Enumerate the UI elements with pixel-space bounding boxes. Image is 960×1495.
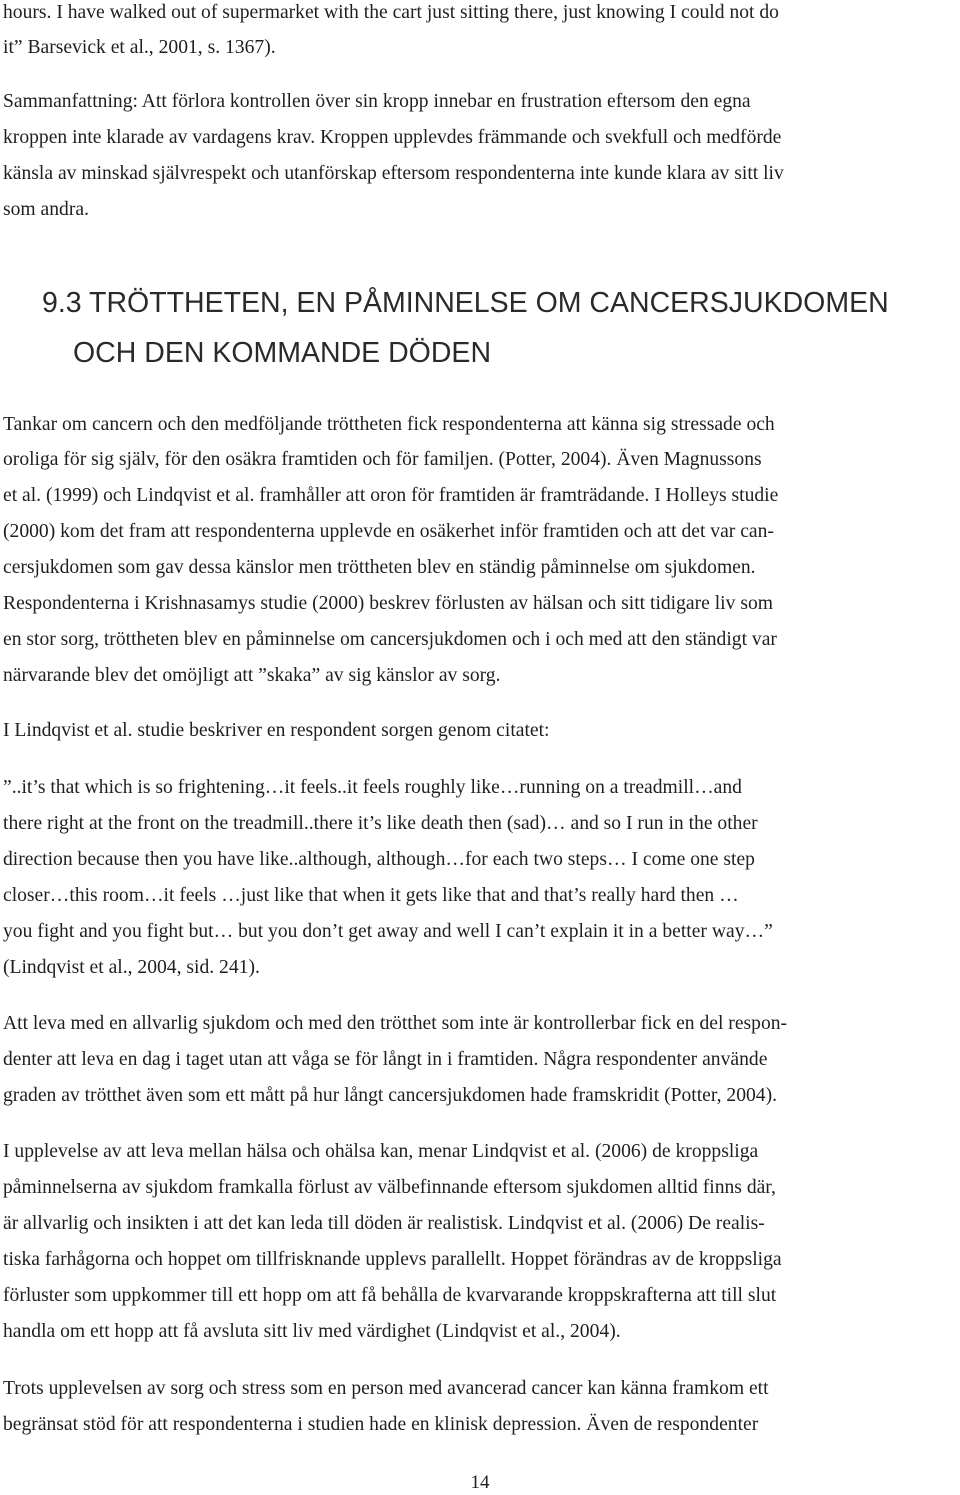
section-title-line1: TRÖTTHETEN, EN PÅMINNELSE OM CANCERSJUKDOMEN [89, 287, 889, 319]
quote-line: you fight and you fight but… but you don’t get away and well I can’t explain it in a better way…” [3, 921, 773, 942]
text-line: begränsat stöd för att respondenterna i studien hade en klinisk depression. Även de respondenter [3, 1414, 759, 1435]
text-line: är allvarlig och insikten i att det kan leda till döden är realistisk. Lindqvist et al. (2006) De realis- [3, 1213, 765, 1234]
page-number: 14 [470, 1472, 490, 1493]
section-title-line2: OCH DEN KOMMANDE DÖDEN [73, 337, 492, 369]
text-line: känsla av minskad självrespekt och utanförskap eftersom respondenterna inte kunde klara av sitt liv [3, 163, 784, 184]
text-line: Tankar om cancern och den medföljande tröttheten fick respondenterna att känna sig stressade och [3, 414, 775, 435]
text-line: tiska farhågorna och hoppet om tillfrisknande upplevs parallellt. Hoppet förändras av de kroppsliga [3, 1249, 782, 1270]
text-line: Att leva med en allvarlig sjukdom och med den trötthet som inte är kontrollerbar fick en del respon- [3, 1013, 788, 1034]
quote-line: there right at the front on the treadmill..there it’s like death then (sad)… and so I run in the other [3, 813, 758, 834]
text-line: denter att leva en dag i taget utan att våga se för långt in i framtiden. Några respondenter använde [3, 1049, 768, 1070]
text-line: I Lindqvist et al. studie beskriver en respondent sorgen genom citatet: [3, 720, 550, 741]
text-line: närvarande blev det omöjligt att ”skaka” av sig känslor av sorg. [3, 665, 501, 686]
text-line: påminnelserna av sjukdom framkalla förlust av välbefinnande eftersom sjukdomen alltid finns där, [3, 1177, 776, 1198]
text-line: (2000) kom det fram att respondenterna upplevde en osäkerhet inför framtiden och att det var can- [3, 521, 774, 542]
quote-line: direction because then you have like..although, although…for each two steps… I come one step [3, 849, 755, 870]
quote-line: closer…this room…it feels …just like that when it gets like that and that’s really hard then … [3, 885, 739, 906]
text-line: Respondenterna i Krishnasamys studie (2000) beskrev förlusten av hälsan och sitt tidigare liv som [3, 593, 773, 614]
quote-line: (Lindqvist et al., 2004, sid. 241). [3, 957, 260, 978]
text-line: et al. (1999) och Lindqvist et al. framhåller att oron för framtiden är framträdande. I Holleys studie [3, 485, 779, 506]
text-line: som andra. [3, 199, 89, 220]
text-line: kroppen inte klarade av vardagens krav. Kroppen upplevdes främmande och svekfull och medförde [3, 127, 782, 148]
text-line: hours. I have walked out of supermarket with the cart just sitting there, just knowing I could not do [3, 2, 779, 23]
quote-line: ”..it’s that which is so frightening…it feels..it feels roughly like…running on a treadmill…and [3, 777, 742, 798]
text-line: it” Barsevick et al., 2001, s. 1367). [3, 37, 276, 58]
text-line: handla om ett hopp att få avsluta sitt liv med värdighet (Lindqvist et al., 2004). [3, 1321, 621, 1342]
text-line: cersjukdomen som gav dessa känslor men tröttheten blev en ständig påminnelse om sjukdomen. [3, 557, 756, 578]
text-line: I upplevelse av att leva mellan hälsa och ohälsa kan, menar Lindqvist et al. (2006) de kroppsliga [3, 1141, 759, 1162]
section-number: 9.3 [42, 287, 82, 319]
text-line: oroliga för sig själv, för den osäkra framtiden och för familjen. (Potter, 2004). Även Magnussons [3, 449, 762, 470]
text-line: graden av trötthet även som ett mått på hur långt cancersjukdomen hade framskridit (Potter, 2004). [3, 1085, 778, 1106]
text-line: förluster som uppkommer till ett hopp om att få behålla de kvarvarande kroppskrafterna att till slut [3, 1285, 777, 1306]
text-line: en stor sorg, tröttheten blev en påminnelse om cancersjukdomen och i och med att den ständigt var [3, 629, 777, 650]
text-line: Trots upplevelsen av sorg och stress som en person med avancerad cancer kan känna framkom ett [3, 1378, 769, 1399]
text-line: Sammanfattning: Att förlora kontrollen över sin kropp innebar en frustration eftersom den egna [3, 91, 751, 112]
